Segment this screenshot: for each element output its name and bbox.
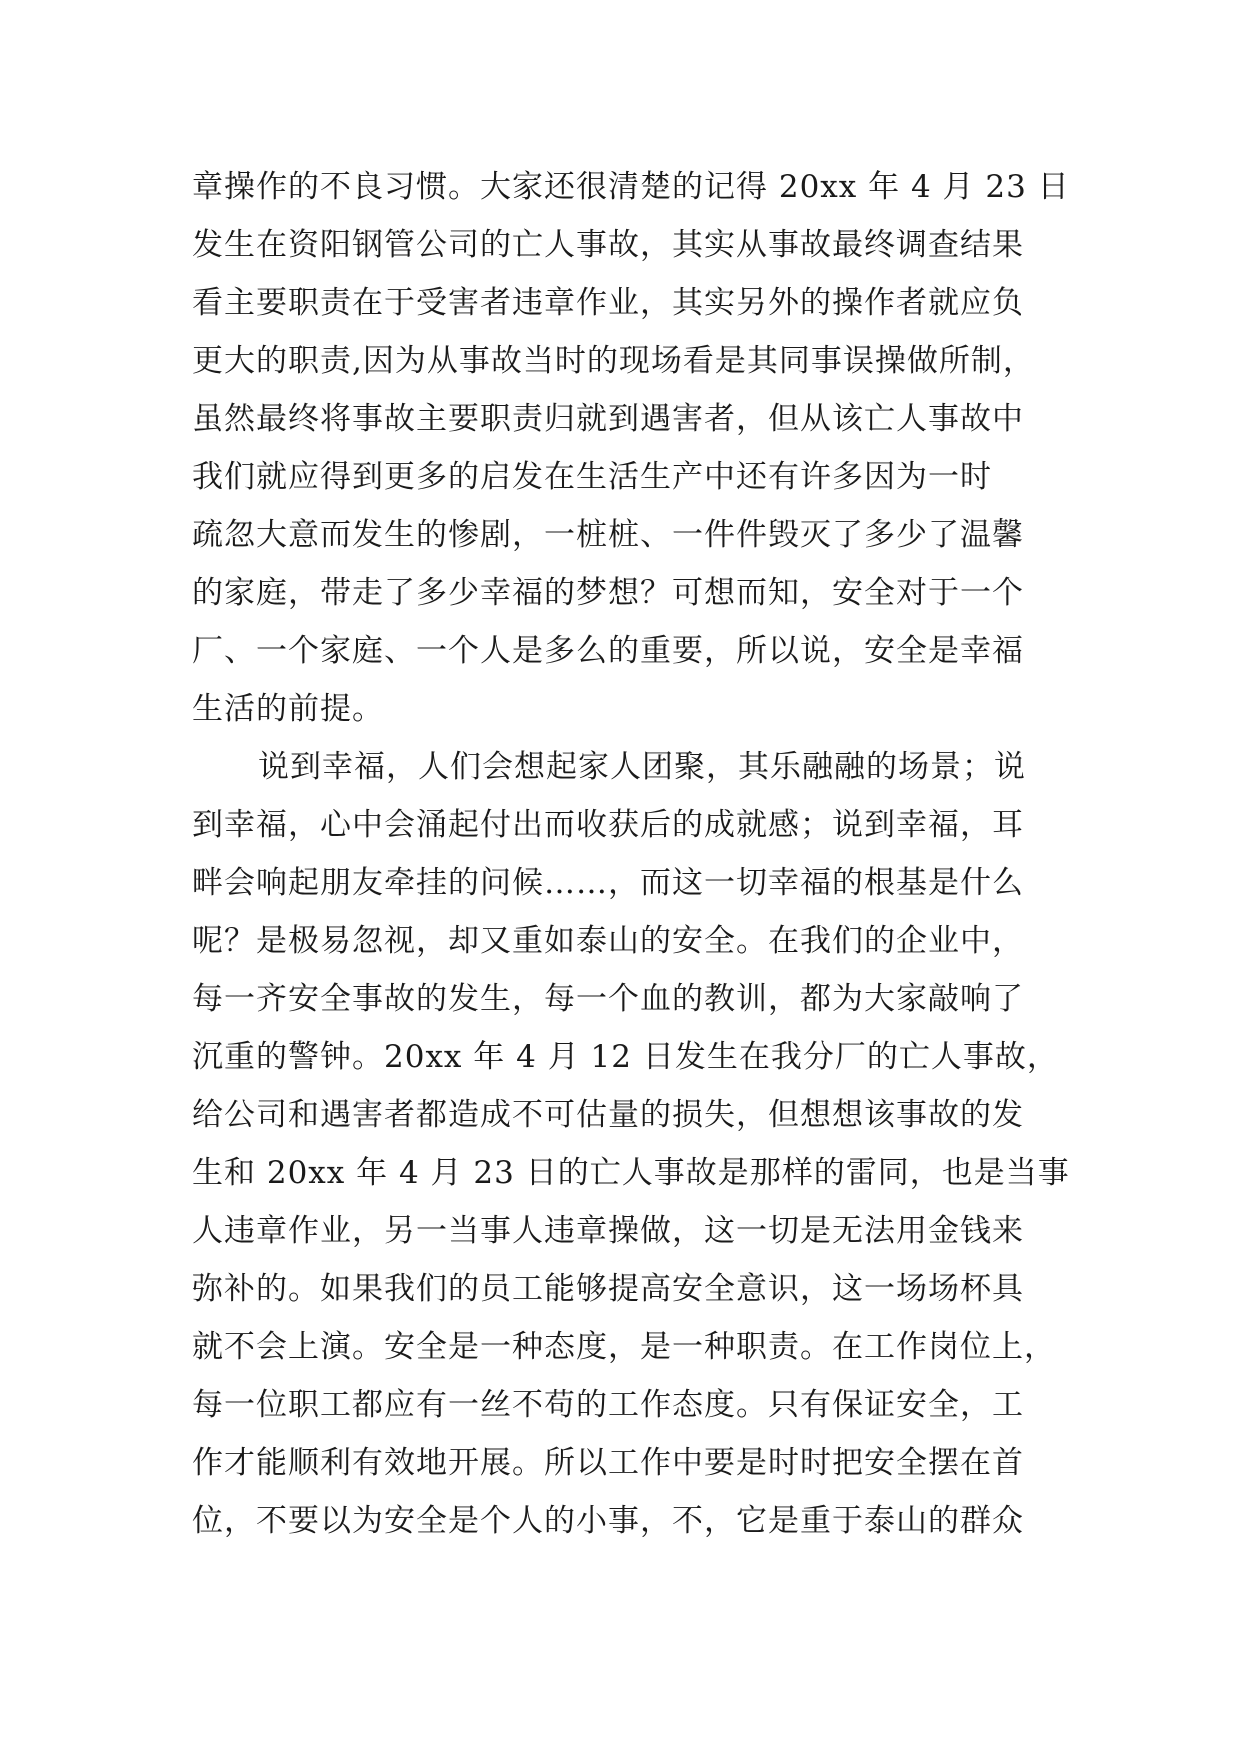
text-line: 生活的前提。 (192, 691, 384, 727)
text-line: 虽然最终将事故主要职责归就到遇害者，但从该亡人事故中 (192, 401, 1024, 437)
text-line: 每一位职工都应有一丝不苟的工作态度。只有保证安全，工 (192, 1387, 1024, 1423)
text-line: 畔会响起朋友牵挂的问候……，而这一切幸福的根基是什么 (192, 865, 1024, 901)
text-line: 的家庭，带走了多少幸福的梦想？可想而知，安全对于一个 (192, 575, 1024, 611)
text-line: 给公司和遇害者都造成不可估量的损失，但想想该事故的发 (192, 1097, 1024, 1133)
text-line: 作才能顺利有效地开展。所以工作中要是时时把安全摆在首 (192, 1445, 1024, 1481)
text-line: 每一齐安全事故的发生，每一个血的教训，都为大家敲响了 (192, 981, 1024, 1017)
text-line: 弥补的。如果我们的员工能够提高安全意识，这一场场杯具 (192, 1271, 1024, 1307)
text-line: 位，不要以为安全是个人的小事，不，它是重于泰山的群众 (192, 1503, 1024, 1539)
body-text (192, 158, 1072, 1550)
text-line: 沉重的警钟。20xx 年 4 月 12 日发生在我分厂的亡人事故， (192, 1039, 1059, 1075)
paragraph (192, 738, 1072, 1550)
text-line: 看主要职责在于受害者违章作业，其实另外的操作者就应负 (192, 285, 1024, 321)
paragraph (192, 158, 1072, 738)
text-line: 章操作的不良习惯。大家还很清楚的记得 20xx 年 4 月 23 日 (192, 169, 1070, 205)
text-line: 发生在资阳钢管公司的亡人事故，其实从事故最终调查结果 (192, 227, 1024, 263)
text-line: 疏忽大意而发生的惨剧，一桩桩、一件件毁灭了多少了温馨 (192, 517, 1024, 553)
text-line: 生和 20xx 年 4 月 23 日的亡人事故是那样的雷同，也是当事 (192, 1155, 1070, 1191)
text-line: 厂、一个家庭、一个人是多么的重要，所以说，安全是幸福 (192, 633, 1024, 669)
text-line: 呢？是极易忽视，却又重如泰山的安全。在我们的企业中， (192, 923, 1024, 959)
text-line: 我们就应得到更多的启发在生活生产中还有许多因为一时 (192, 459, 992, 495)
text-line-indented: 说到幸福，人们会想起家人团聚，其乐融融的场景；说 (258, 749, 1026, 785)
text-line: 更大的职责,因为从事故当时的现场看是其同事误操做所制， (192, 343, 1035, 379)
text-line: 到幸福，心中会涌起付出而收获后的成就感；说到幸福，耳 (192, 807, 1024, 843)
text-line: 就不会上演。安全是一种态度，是一种职责。在工作岗位上， (192, 1329, 1056, 1365)
text-line: 人违章作业，另一当事人违章操做，这一切是无法用金钱来 (192, 1213, 1024, 1249)
